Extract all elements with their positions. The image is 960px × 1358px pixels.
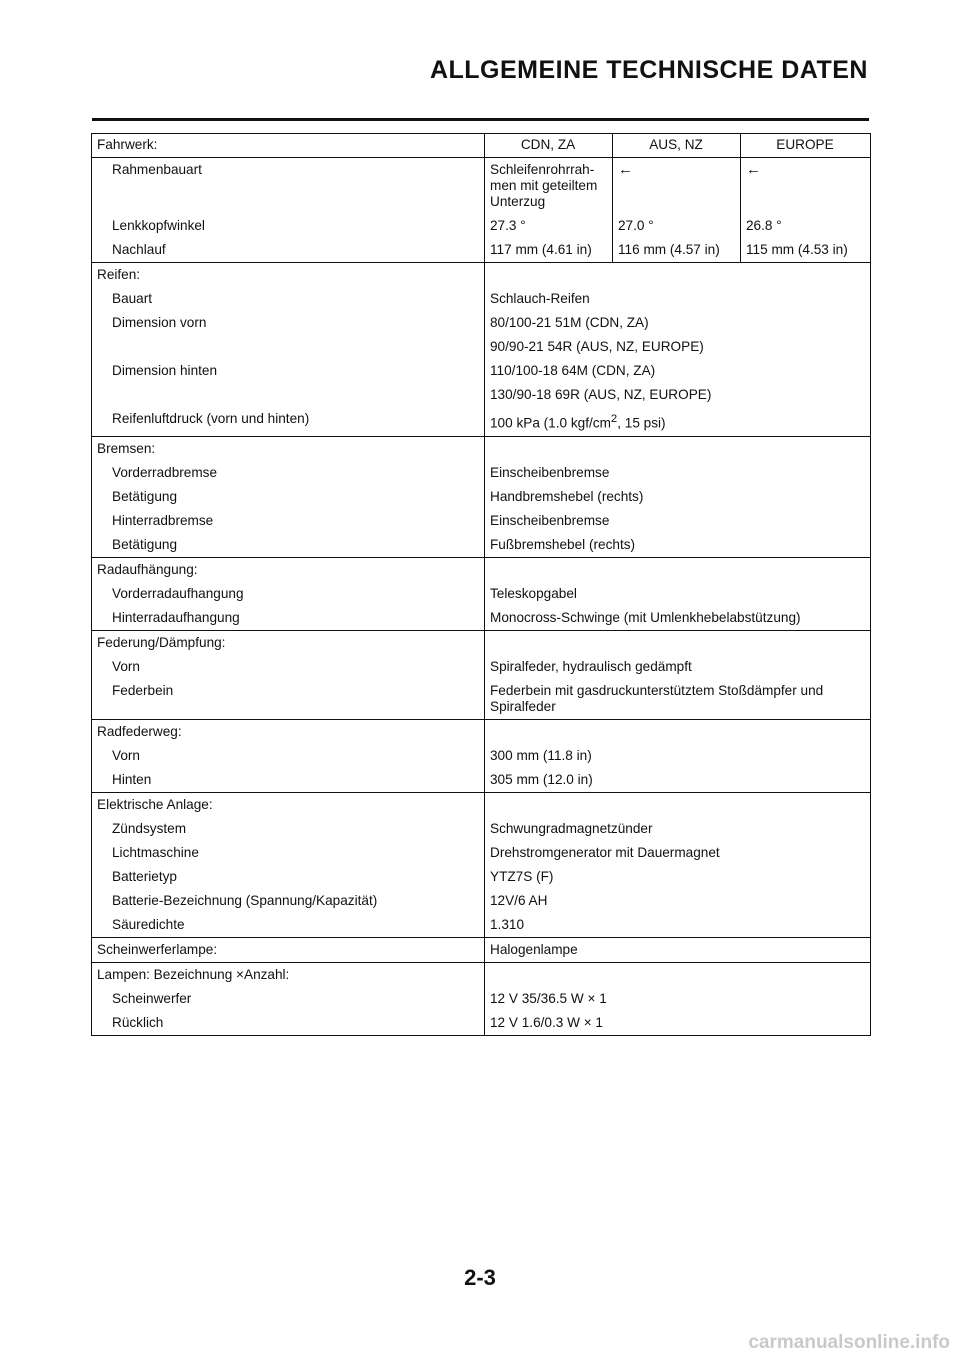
row-label: Bauart	[92, 287, 485, 311]
row-label: Betätigung	[92, 533, 485, 558]
row-label: Nachlauf	[92, 238, 485, 263]
row-label: Vorn	[92, 744, 485, 768]
column-header-europe: EUROPE	[741, 134, 871, 158]
table-row	[92, 461, 871, 485]
cell-value: 12V/6 AH	[485, 889, 871, 913]
cell-value: 90/90-21 54R (AUS, NZ, EUROPE)	[485, 335, 871, 359]
specifications-table	[91, 133, 871, 1036]
row-label: Hinten	[92, 768, 485, 793]
pressure-superscript: 2	[610, 413, 618, 425]
cell-value: Monocross-Schwinge (mit Umlenkhebelabstützung)	[485, 606, 871, 631]
cell-value: Schleifenrohrrah-men mit geteiltem Unterzug	[485, 158, 613, 215]
section-label-electrical: Elektrische Anlage:	[92, 792, 485, 817]
watermark: carmanualsonline.info	[748, 1332, 950, 1353]
table-row	[92, 359, 871, 383]
row-label: Zündsystem	[92, 817, 485, 841]
cell-value: Fußbremshebel (rechts)	[485, 533, 871, 558]
row-label: Dimension hinten	[92, 359, 485, 383]
row-label: Batterietyp	[92, 865, 485, 889]
cell-value: 115 mm (4.53 in)	[741, 238, 871, 263]
cell-value: Drehstromgenerator mit Dauermagnet	[485, 841, 871, 865]
cell-value: Einscheibenbremse	[485, 461, 871, 485]
cell-value: 26.8 °	[741, 214, 871, 238]
section-row	[92, 557, 871, 582]
section-label-shock: Federung/Dämpfung:	[92, 630, 485, 655]
cell-value: 130/90-18 69R (AUS, NZ, EUROPE)	[485, 383, 871, 407]
cell-value: 116 mm (4.57 in)	[613, 238, 741, 263]
page-number: 2-3	[464, 1265, 496, 1290]
table-row	[92, 744, 871, 768]
cell-value: 117 mm (4.61 in)	[485, 238, 613, 263]
section-label-brakes: Bremsen:	[92, 436, 485, 461]
chassis-header-row	[92, 134, 871, 158]
row-label: Vorderradaufhangung	[92, 582, 485, 606]
table-row	[92, 817, 871, 841]
table-row	[92, 889, 871, 913]
same-as-left-arrow: ←	[613, 158, 741, 215]
section-row	[92, 630, 871, 655]
cell-value: Federbein mit gasdruckunterstütztem Stoßdämpfer und Spiralfeder	[485, 679, 871, 720]
section-row	[92, 263, 871, 288]
cell-value: 12 V 1.6/0.3 W × 1	[485, 1011, 871, 1036]
table-row	[92, 383, 871, 407]
table-row	[92, 841, 871, 865]
section-label-tires: Reifen:	[92, 263, 485, 288]
title-divider	[92, 118, 869, 121]
table-row	[92, 655, 871, 679]
table-row	[92, 287, 871, 311]
cell-value: 305 mm (12.0 in)	[485, 768, 871, 793]
table-row	[92, 238, 871, 263]
cell-value: 27.3 °	[485, 214, 613, 238]
column-header-aus: AUS, NZ	[613, 134, 741, 158]
cell-value: 300 mm (11.8 in)	[485, 744, 871, 768]
row-label: Hinterradaufhangung	[92, 606, 485, 631]
table-row	[92, 937, 871, 962]
row-label: Dimension vorn	[92, 311, 485, 335]
table-row	[92, 214, 871, 238]
same-as-left-arrow: ←	[741, 158, 871, 215]
cell-value: Schlauch-Reifen	[485, 287, 871, 311]
row-label: Scheinwerfer	[92, 987, 485, 1011]
section-label-headlight-bulb: Scheinwerferlampe:	[92, 937, 485, 962]
table-row	[92, 679, 871, 720]
cell-value: 27.0 °	[613, 214, 741, 238]
cell-value: Einscheibenbremse	[485, 509, 871, 533]
section-row	[92, 436, 871, 461]
table-row	[92, 311, 871, 335]
row-label: Lichtmaschine	[92, 841, 485, 865]
cell-value: Spiralfeder, hydraulisch gedämpft	[485, 655, 871, 679]
table-row	[92, 865, 871, 889]
table-row	[92, 335, 871, 359]
row-label: Federbein	[92, 679, 485, 720]
section-label-travel: Radfederweg:	[92, 719, 485, 744]
column-header-cdn: CDN, ZA	[485, 134, 613, 158]
cell-value: 110/100-18 64M (CDN, ZA)	[485, 359, 871, 383]
table-row	[92, 913, 871, 938]
table-row	[92, 987, 871, 1011]
row-label: Lenkkopfwinkel	[92, 214, 485, 238]
row-label: Betätigung	[92, 485, 485, 509]
cell-value: Handbremshebel (rechts)	[485, 485, 871, 509]
table-row	[92, 606, 871, 631]
cell-value: Halogenlampe	[485, 937, 871, 962]
cell-value: Schwungradmagnetzünder	[485, 817, 871, 841]
cell-value: YTZ7S (F)	[485, 865, 871, 889]
table-row	[92, 509, 871, 533]
table-row	[92, 533, 871, 558]
section-label-suspension: Radaufhängung:	[92, 557, 485, 582]
row-label: Batterie-Bezeichnung (Spannung/Kapazität)	[92, 889, 485, 913]
section-label-bulbs: Lampen: Bezeichnung ×Anzahl:	[92, 962, 485, 987]
row-label: Reifenluftdruck (vorn und hinten)	[92, 407, 485, 436]
section-row	[92, 792, 871, 817]
row-label: Hinterradbremse	[92, 509, 485, 533]
table-row	[92, 485, 871, 509]
page-title: ALLGEMEINE TECHNISCHE DATEN	[429, 56, 868, 84]
cell-value: 1.310	[485, 913, 871, 938]
row-label: Vorderradbremse	[92, 461, 485, 485]
pressure-value: 100 kPa (1.0 kgf/cm	[490, 415, 611, 431]
section-row	[92, 719, 871, 744]
row-label: Rahmenbauart	[92, 158, 485, 215]
row-label: Rücklich	[92, 1011, 485, 1036]
table-row	[92, 582, 871, 606]
row-label: Säuredichte	[92, 913, 485, 938]
cell-value	[485, 407, 871, 436]
table-row	[92, 158, 871, 215]
section-label-chassis: Fahrwerk:	[92, 134, 485, 158]
table-row	[92, 407, 871, 436]
table-row	[92, 1011, 871, 1036]
table-row	[92, 768, 871, 793]
section-row	[92, 962, 871, 987]
row-label: Vorn	[92, 655, 485, 679]
cell-value: 80/100-21 51M (CDN, ZA)	[485, 311, 871, 335]
cell-value: Teleskopgabel	[485, 582, 871, 606]
cell-value: 12 V 35/36.5 W × 1	[485, 987, 871, 1011]
pressure-value-tail: , 15 psi)	[617, 415, 666, 431]
